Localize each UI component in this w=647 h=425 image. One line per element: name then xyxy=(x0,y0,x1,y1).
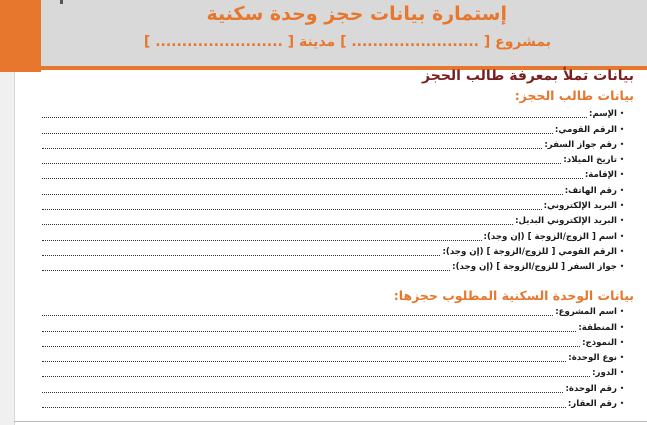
header-band xyxy=(41,0,647,66)
fill-line[interactable] xyxy=(42,139,542,149)
fill-line[interactable] xyxy=(42,108,587,118)
bullet: • xyxy=(619,368,625,378)
section-title-applicant: بيانات طالب الحجز: xyxy=(514,88,634,103)
fill-line[interactable] xyxy=(42,383,563,393)
form-title: إستمارة بيانات حجز وحدة سكنية xyxy=(206,3,507,25)
bullet: • xyxy=(619,231,625,241)
list-item xyxy=(42,105,627,120)
field-label: الدور: xyxy=(592,368,617,379)
intro-title: بيانات تملأ بمعرفة طالب الحجز xyxy=(422,68,634,84)
bullet: • xyxy=(619,399,625,409)
bullet: • xyxy=(619,185,625,195)
bullet: • xyxy=(619,383,625,393)
bullet: • xyxy=(619,353,625,363)
list-item xyxy=(42,379,627,394)
bullet: • xyxy=(619,170,625,180)
field-label: البريد الإلكتروني: xyxy=(543,201,617,212)
list-item xyxy=(42,120,627,135)
field-label: الرقم القومي [ للزوج/الزوجة ] (إن وجد): xyxy=(442,246,617,257)
fill-line[interactable] xyxy=(42,367,590,377)
fill-line[interactable] xyxy=(42,306,553,316)
applicant-fields xyxy=(42,105,627,273)
bullet: • xyxy=(619,216,625,226)
field-label: النموذج: xyxy=(582,337,617,348)
field-label: رقم جواز السفر: xyxy=(544,139,617,150)
field-label: البريد الإلكتروني البديل: xyxy=(515,216,617,227)
bullet: • xyxy=(619,246,625,256)
list-item xyxy=(42,136,627,151)
fill-line[interactable] xyxy=(42,154,561,164)
page-bottom-rule xyxy=(14,421,647,422)
list-item xyxy=(42,151,627,166)
field-label: اسم [ الزوج/الزوجة ] (إن وجد): xyxy=(483,231,617,242)
bullet: • xyxy=(619,155,625,165)
list-item xyxy=(42,334,627,349)
field-label: المنطقة: xyxy=(578,322,617,333)
list-item xyxy=(42,166,627,181)
field-label: رقم الوحدة: xyxy=(565,383,617,394)
field-label: جواز السفر [ للزوج/الزوجة ] (إن وجد): xyxy=(452,262,617,273)
list-item xyxy=(42,395,627,410)
fill-line[interactable] xyxy=(42,246,440,256)
list-item xyxy=(42,243,627,258)
unit-fields xyxy=(42,303,627,410)
bullet: • xyxy=(619,139,625,149)
field-label: تاريخ الميلاد: xyxy=(563,155,617,166)
fill-line[interactable] xyxy=(42,215,513,225)
fill-line[interactable] xyxy=(42,169,583,179)
fill-line[interactable] xyxy=(42,398,566,408)
field-label: رقم العقار: xyxy=(567,399,617,410)
field-label: الإسم: xyxy=(589,109,617,120)
list-item xyxy=(42,227,627,242)
fill-line[interactable] xyxy=(42,185,563,195)
orange-tab xyxy=(0,0,41,72)
field-label: الإقامة: xyxy=(584,170,617,181)
field-label: اسم المشروع: xyxy=(555,307,617,318)
fill-line[interactable] xyxy=(42,337,580,347)
list-item xyxy=(42,181,627,196)
list-item xyxy=(42,303,627,318)
top-dash xyxy=(60,0,63,4)
form-subtitle: بمشروع [ ........................ ] مدينة [ ........................ ] xyxy=(143,34,551,50)
bullet: • xyxy=(619,109,625,119)
fill-line[interactable] xyxy=(42,200,542,210)
bullet: • xyxy=(619,201,625,211)
list-item xyxy=(42,212,627,227)
list-item xyxy=(42,197,627,212)
field-label: رقم الهاتف: xyxy=(564,185,617,196)
bullet: • xyxy=(619,337,625,347)
list-item xyxy=(42,258,627,273)
bullet: • xyxy=(619,322,625,332)
fill-line[interactable] xyxy=(42,231,482,241)
fill-line[interactable] xyxy=(42,124,553,134)
field-label: نوع الوحدة: xyxy=(568,353,617,364)
section-title-unit: بيانات الوحدة السكنية المطلوب حجزها: xyxy=(393,288,634,303)
list-item xyxy=(42,349,627,364)
bullet: • xyxy=(619,307,625,317)
fill-line[interactable] xyxy=(42,261,450,271)
fill-line[interactable] xyxy=(42,352,566,362)
fill-line[interactable] xyxy=(42,322,576,332)
list-item xyxy=(42,364,627,379)
list-item xyxy=(42,318,627,333)
bullet: • xyxy=(619,124,625,134)
bullet: • xyxy=(619,262,625,272)
field-label: الرقم القومي: xyxy=(554,124,617,135)
